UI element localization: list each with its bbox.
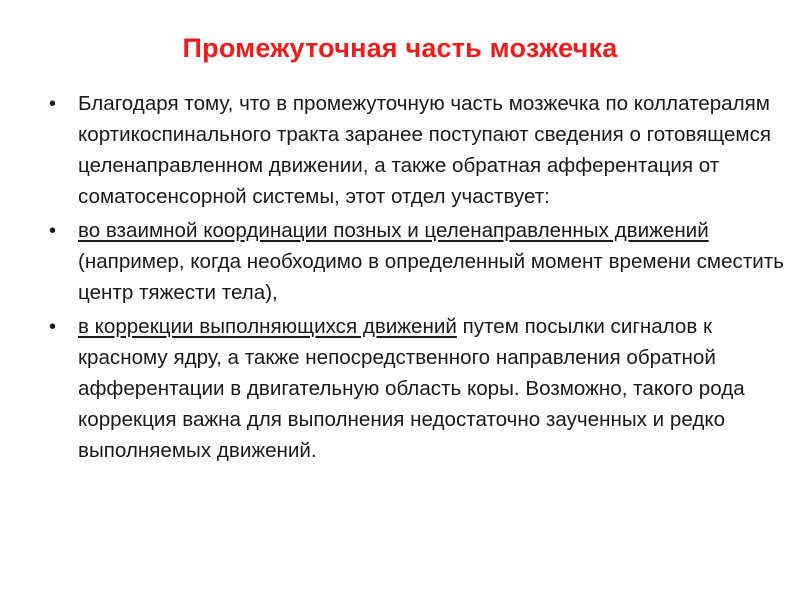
bullet-list	[45, 89, 790, 470]
bullet-item-coordination	[45, 216, 790, 309]
bullet-text: Благодаря тому, что в промежуточную часть мозжечка по коллатералям кортикоспинального тракта заранее поступают сведения о готовящемся целенаправленном движении, а также обратная афферентация от соматосенсорной системы, этот отдел участвует:	[78, 92, 772, 208]
slide-title: Промежуточная часть мозжечка	[182, 33, 618, 63]
bullet-dot-icon: •	[49, 316, 57, 339]
bullet-text: (например, когда необходимо в определенный момент времени сместить центр тяжести тела),	[78, 250, 784, 304]
underlined-phrase: в коррекции выполняющихся движений	[78, 315, 457, 339]
bullet-text: путем посылки сигналов к красному ядру, а также непосредственного направления обратной афферентации в двигательную область коры. Возможно, такого рода коррекция важна для выполнения недостаточно заученных и редко выполняемых движений.	[78, 315, 745, 462]
bullet-item-correction	[45, 312, 790, 467]
bullet-dot-icon: •	[49, 220, 57, 243]
underlined-phrase: во взаимной координации позных и целенаправленных движений	[78, 219, 709, 243]
bullet-item-intro	[45, 89, 790, 213]
bullet-dot-icon: •	[49, 93, 57, 115]
